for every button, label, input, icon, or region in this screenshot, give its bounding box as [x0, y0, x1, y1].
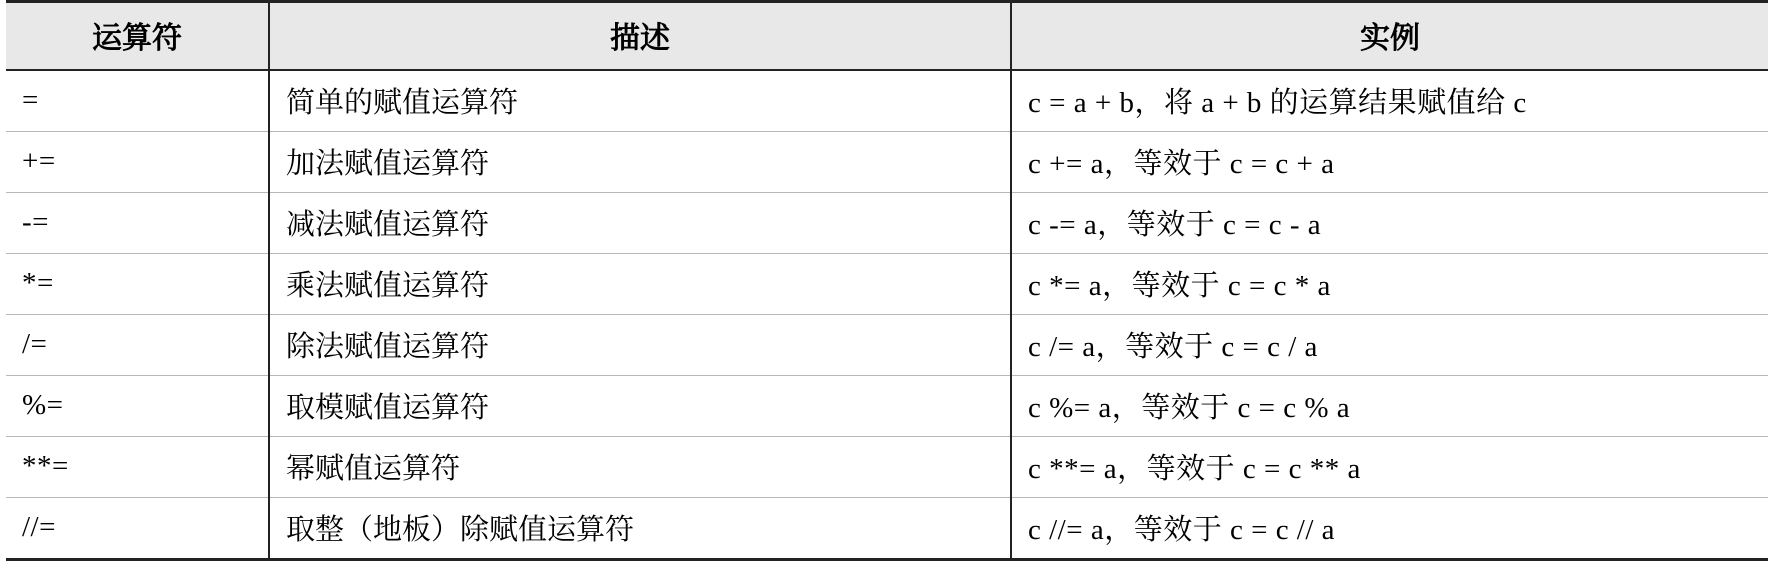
- table-row: [6, 132, 1768, 193]
- cell-example: c /= a，等效于 c = c / a: [1011, 315, 1768, 376]
- assignment-operators-table: [6, 0, 1768, 561]
- table-row: [6, 254, 1768, 315]
- table-row: [6, 70, 1768, 132]
- cell-example: c *= a，等效于 c = c * a: [1011, 254, 1768, 315]
- cell-operator: %=: [6, 376, 269, 437]
- cell-operator: **=: [6, 437, 269, 498]
- cell-operator: =: [6, 70, 269, 132]
- cell-example: c += a，等效于 c = c + a: [1011, 132, 1768, 193]
- cell-description: 乘法赋值运算符: [269, 254, 1011, 315]
- cell-description: 加法赋值运算符: [269, 132, 1011, 193]
- table-row: [6, 437, 1768, 498]
- column-header-description: 描述: [269, 2, 1011, 71]
- cell-operator: //=: [6, 498, 269, 560]
- cell-operator: -=: [6, 193, 269, 254]
- cell-description: 取整（地板）除赋值运算符: [269, 498, 1011, 560]
- cell-example: c -= a，等效于 c = c - a: [1011, 193, 1768, 254]
- table-row: [6, 376, 1768, 437]
- cell-description: 简单的赋值运算符: [269, 70, 1011, 132]
- cell-description: 幂赋值运算符: [269, 437, 1011, 498]
- table-header: [6, 2, 1768, 71]
- cell-description: 除法赋值运算符: [269, 315, 1011, 376]
- cell-operator: +=: [6, 132, 269, 193]
- cell-example: c %= a，等效于 c = c % a: [1011, 376, 1768, 437]
- cell-description: 取模赋值运算符: [269, 376, 1011, 437]
- table-header-row: [6, 2, 1768, 71]
- cell-example: c //= a，等效于 c = c // a: [1011, 498, 1768, 560]
- cell-operator: /=: [6, 315, 269, 376]
- table-row: [6, 193, 1768, 254]
- table-row: [6, 498, 1768, 560]
- cell-operator: *=: [6, 254, 269, 315]
- column-header-example: 实例: [1011, 2, 1768, 71]
- cell-example: c = a + b，将 a + b 的运算结果赋值给 c: [1011, 70, 1768, 132]
- cell-description: 减法赋值运算符: [269, 193, 1011, 254]
- table-body: [6, 70, 1768, 560]
- column-header-operator: 运算符: [6, 2, 269, 71]
- cell-example: c **= a，等效于 c = c ** a: [1011, 437, 1768, 498]
- table-row: [6, 315, 1768, 376]
